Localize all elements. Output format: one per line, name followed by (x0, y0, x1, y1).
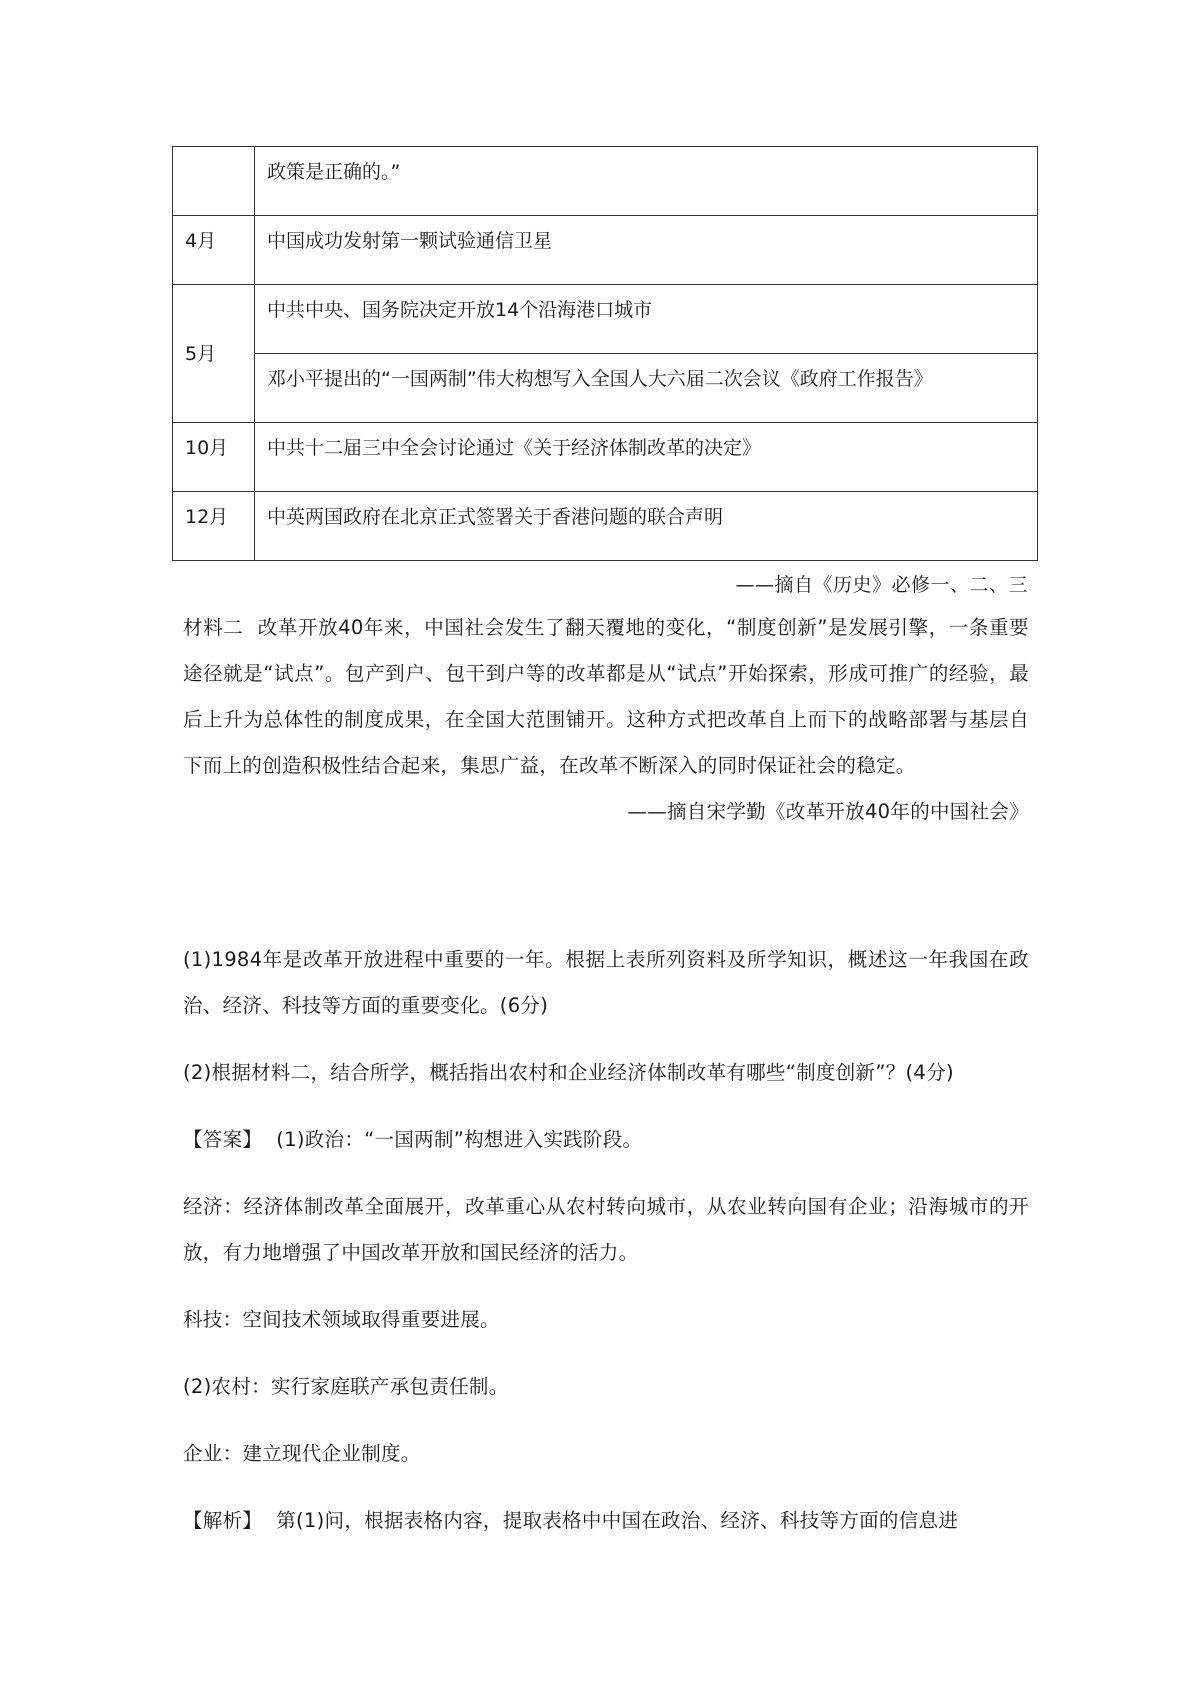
month-cell (173, 147, 255, 216)
event-cell: 中英两国政府在北京正式签署关于香港问题的联合声明 (255, 492, 1038, 561)
question-two: (2)根据材料二，结合所学，概括指出农村和企业经济体制改革有哪些“制度创新”？(4分) (183, 1061, 954, 1084)
material-two-source: ——摘自宋学勤《改革开放40年的中国社会》 (627, 800, 1029, 823)
answer-economy: 经济：经济体制改革全面展开，改革重心从农村转向城市，从农业转向国有企业；沿海城市的开放，有力地增强了中国改革开放和国民经济的活力。 (183, 1195, 1029, 1264)
event-cell: 中国成功发射第一颗试验通信卫星 (255, 216, 1038, 285)
answer-rural: (2)农村：实行家庭联产承包责任制。 (183, 1375, 509, 1398)
month-cell: 4月 (173, 216, 255, 285)
answer-tech: 科技：空间技术领域取得重要进展。 (183, 1308, 500, 1331)
month-cell: 12月 (173, 492, 255, 561)
table-row (173, 492, 1038, 561)
answer-enterprise: 企业：建立现代企业制度。 (183, 1442, 421, 1465)
table-row (173, 147, 1038, 216)
table-row (173, 216, 1038, 285)
event-cell: 政策是正确的。” (255, 147, 1038, 216)
material-two-paragraph (183, 605, 1029, 835)
event-cell: 中共中央、国务院决定开放14个沿海港口城市 (255, 285, 1038, 354)
event-cell: 邓小平提出的“一国两制”伟大构想写入全国人大六届二次会议《政府工作报告》 (255, 354, 1038, 423)
events-table-container (172, 146, 1038, 561)
table-row (173, 285, 1038, 354)
month-cell: 5月 (173, 285, 255, 423)
answer-politics (183, 1117, 1029, 1163)
table-source-citation: ——摘自《历史》必修一、二、三 (735, 574, 1028, 596)
events-table (172, 146, 1038, 561)
analysis-paragraph (183, 1498, 1029, 1544)
answer-label: 【答案】 (183, 1128, 263, 1151)
table-row (173, 423, 1038, 492)
answer-politics-text: (1)政治：“一国两制”构想进入实践阶段。 (276, 1128, 643, 1151)
month-cell: 10月 (173, 423, 255, 492)
question-one: (1)1984年是改革开放进程中重要的一年。根据上表所列资料及所学知识，概述这一年我国在政治、经济、科技等方面的重要变化。(6分) (183, 948, 1029, 1017)
table-row (173, 354, 1038, 423)
event-cell: 中共十二届三中全会讨论通过《关于经济体制改革的决定》 (255, 423, 1038, 492)
material-two-text: 改革开放40年来，中国社会发生了翻天覆地的变化，“制度创新”是发展引擎，一条重要途径就是“试点”。包产到户、包干到户等的改革都是从“试点”开始探索，形成可推广的经验，最后上升为总体性的制度成果，在全国大范围铺开。这种方式把改革自上而下的战略部署与基层自下而上的创造积极性结合起来，集思广益，在改革不断深入的同时保证社会的稳定。 (183, 616, 1029, 777)
analysis-label: 【解析】 (183, 1509, 263, 1532)
analysis-text: 第(1)问，根据表格内容，提取表格中中国在政治、经济、科技等方面的信息进 (276, 1509, 959, 1532)
material-two-label: 材料二 (183, 616, 244, 639)
